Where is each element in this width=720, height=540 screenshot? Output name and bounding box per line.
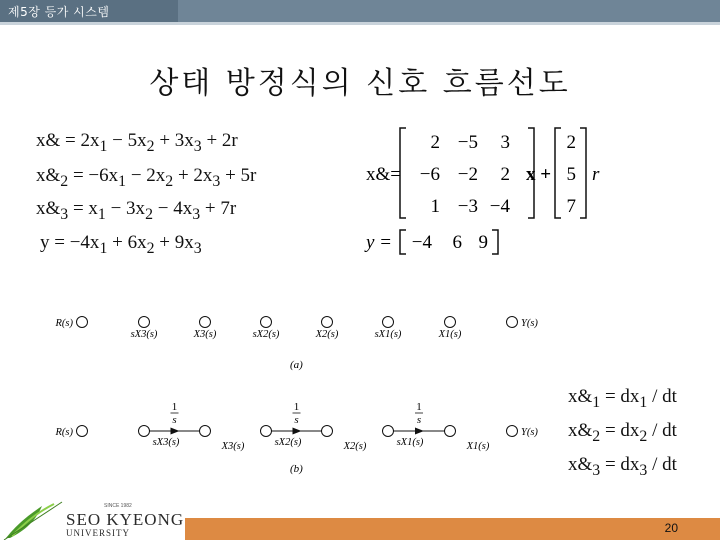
a-matrix-entry: 3 (500, 132, 510, 153)
graph-node (507, 317, 518, 328)
node-label: X2(s) (315, 329, 339, 340)
chapter-title: 제5장 등가 시스템 (8, 5, 110, 19)
a-matrix-entry: 2 (500, 164, 510, 185)
c-vector-entry: 6 (452, 232, 462, 253)
node-label: X1(s) (438, 329, 462, 340)
matrix-equation (360, 120, 620, 260)
gain-denominator: s (172, 414, 177, 426)
a-matrix-entry: −3 (457, 196, 478, 217)
node-label: R(s) (55, 427, 73, 438)
node-label: sX2(s) (252, 329, 280, 340)
node-label: sX2(s) (274, 437, 302, 448)
state-equation-3: $x\&_3 = x_1 - 3x_2 - 4x_3 + 7r$ (36, 198, 237, 223)
input-symbol: r (592, 164, 600, 185)
caption-a: (a) (290, 359, 303, 371)
gain-numerator: 1 (293, 401, 300, 413)
arrow-icon (293, 428, 302, 435)
graph-node (383, 317, 394, 328)
header-divider (0, 22, 720, 25)
state-vector-term: x + (526, 164, 552, 185)
a-matrix-entry: 1 (430, 196, 440, 217)
logo-university: UNIVERSITY (66, 528, 130, 538)
node-label: sX3(s) (152, 437, 180, 448)
graph-node (77, 317, 88, 328)
graph-node (507, 426, 518, 437)
logo-since: SINCE 1982 (104, 503, 132, 509)
slide-title: 상태 방정식의 신호 흐름선도 (149, 66, 571, 101)
node-label: X3(s) (193, 329, 217, 340)
b-vector-entry: 2 (566, 132, 576, 153)
chapter-tab (0, 0, 178, 22)
graph-node (139, 317, 150, 328)
matrix-lhs: x&= (366, 164, 401, 185)
leaf-logo-icon (2, 498, 66, 540)
a-matrix-entry: −2 (457, 164, 478, 185)
output-equation: $y = -4x_1 + 6x_2 + 9x_3$ (40, 232, 202, 257)
node-label: Y(s) (521, 427, 538, 438)
b-vector-entry: 7 (566, 196, 576, 217)
b-vector-entry: 5 (566, 164, 576, 185)
a-matrix (420, 132, 511, 217)
c-vector-entry: 9 (478, 232, 488, 253)
arrow-icon (171, 428, 180, 435)
graph-node (261, 426, 272, 437)
gain-numerator: 1 (171, 401, 178, 413)
signal-flow-graph-a (55, 317, 539, 341)
node-label: sX3(s) (130, 329, 158, 340)
gain-numerator: 1 (416, 401, 422, 413)
gain-denominator: s (416, 414, 422, 426)
c-vector-entry: −4 (411, 232, 432, 253)
c-vector (412, 232, 488, 253)
output-lhs: y = (366, 232, 393, 253)
gain-denominator: s (294, 414, 299, 426)
node-label: sX1(s) (374, 329, 402, 340)
node-label: sX1(s) (396, 437, 424, 448)
a-matrix-entry: 2 (430, 132, 440, 153)
university-logo (0, 498, 185, 540)
graph-node (322, 426, 333, 437)
derivative-def-2: $x\&_2 = dx_2$ / dt (568, 420, 677, 445)
a-matrix-entry: −5 (457, 132, 478, 153)
a-matrix-entry: −6 (419, 164, 440, 185)
a-matrix-entry: −4 (489, 196, 510, 217)
graph-node (200, 317, 211, 328)
node-label: R(s) (55, 318, 73, 329)
signal-flow-graph-b (55, 401, 539, 452)
graph-node (383, 426, 394, 437)
node-label: Y(s) (521, 318, 538, 329)
graph-node (322, 317, 333, 328)
arrow-icon (415, 428, 424, 435)
node-label: X1(s) (466, 441, 490, 452)
state-equation-1: x& = $2x_1 - 5x_2 + 3x_3 + 2r$ (36, 130, 238, 155)
graph-node (139, 426, 150, 437)
graph-node (77, 426, 88, 437)
page-number: 20 (664, 521, 678, 535)
graph-node (445, 317, 456, 328)
logo-name: SEO KYEONG (66, 510, 185, 529)
graph-node (261, 317, 272, 328)
node-label: X2(s) (343, 441, 367, 452)
caption-b: (b) (290, 463, 303, 475)
derivative-def-1: $x\&_1 = dx_1$ / dt (568, 386, 677, 411)
b-vector (567, 132, 577, 217)
state-equation-2: $x\&_2 = -6x_1 - 2x_2 + 2x_3 + 5r$ (36, 165, 257, 190)
header-bar (0, 0, 720, 22)
graph-node (200, 426, 211, 437)
node-label: X3(s) (221, 441, 245, 452)
graph-node (445, 426, 456, 437)
derivative-def-3: $x\&_3 = dx_3$ / dt (568, 454, 677, 479)
